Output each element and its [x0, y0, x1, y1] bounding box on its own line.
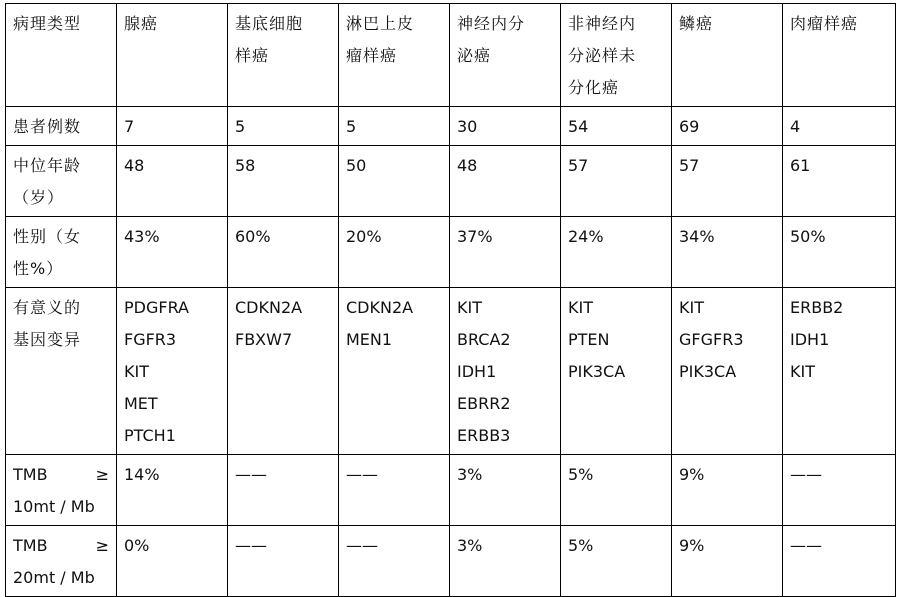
header-cell: [561, 4, 672, 107]
cell-value: FGFR3: [124, 330, 177, 349]
cell-value: 3%: [457, 465, 483, 484]
cell-value: KIT: [790, 362, 815, 381]
cell-value: PIK3CA: [679, 362, 737, 381]
data-cell: [339, 146, 450, 217]
tmb-label-word: TMB: [13, 465, 48, 484]
row-label-line: 基因变异: [13, 330, 82, 349]
tmb-label-threshold: 10mt / Mb: [13, 497, 95, 516]
data-cell: [561, 217, 672, 288]
cell-value: 4: [790, 117, 801, 136]
cell-value: 34%: [679, 227, 715, 246]
data-cell: [672, 455, 783, 526]
data-cell: [450, 288, 561, 455]
cell-value: 5: [235, 117, 246, 136]
cell-value: ——: [790, 536, 822, 555]
data-cell: [672, 146, 783, 217]
data-cell: [117, 288, 228, 455]
data-cell: [672, 526, 783, 597]
cell-value: 20%: [346, 227, 382, 246]
cell-value: ——: [346, 465, 378, 484]
cell-value: IDH1: [457, 362, 497, 381]
data-cell: [450, 107, 561, 146]
cell-value: 7: [124, 117, 135, 136]
data-cell: [228, 107, 339, 146]
data-cell: [783, 455, 896, 526]
cell-value: PDGFRA: [124, 298, 189, 317]
header-line: 肉瘤样癌: [790, 14, 859, 33]
pathology-table: [5, 3, 896, 597]
cell-value: BRCA2: [457, 330, 511, 349]
data-cell: [561, 455, 672, 526]
data-cell: [561, 107, 672, 146]
table-row: [6, 526, 896, 597]
header-line: 病理类型: [13, 14, 82, 33]
cell-value: MET: [124, 394, 158, 413]
cell-value: 14%: [124, 465, 160, 484]
header-line: 鳞癌: [679, 14, 714, 33]
cell-value: 43%: [124, 227, 160, 246]
header-cell: [117, 4, 228, 107]
cell-value: KIT: [124, 362, 149, 381]
row-label-line: 有意义的: [13, 298, 82, 317]
header-row: [6, 4, 896, 107]
cell-value: 48: [124, 156, 145, 175]
cell-value: PTEN: [568, 330, 610, 349]
data-cell: [228, 455, 339, 526]
header-line: 腺癌: [124, 14, 159, 33]
tmb-label-symbol: ≥: [95, 465, 109, 484]
tmb-label-symbol: ≥: [95, 536, 109, 555]
cell-value: GFGFR3: [679, 330, 744, 349]
table-row: [6, 288, 896, 455]
cell-value: 50: [346, 156, 367, 175]
cell-value: ERBB3: [457, 426, 511, 445]
cell-value: CDKN2A: [346, 298, 414, 317]
data-cell: [228, 217, 339, 288]
data-cell: [561, 526, 672, 597]
row-label-cell: [6, 526, 117, 597]
cell-value: ERBB2: [790, 298, 844, 317]
header-line: 非神经内: [568, 14, 637, 33]
cell-value: EBRR2: [457, 394, 511, 413]
cell-value: 57: [568, 156, 589, 175]
data-cell: [228, 146, 339, 217]
data-cell: [783, 217, 896, 288]
data-cell: [339, 526, 450, 597]
cell-value: 61: [790, 156, 811, 175]
data-cell: [450, 526, 561, 597]
data-cell: [339, 217, 450, 288]
table-row: [6, 146, 896, 217]
row-label-cell: [6, 455, 117, 526]
data-cell: [339, 455, 450, 526]
cell-value: MEN1: [346, 330, 393, 349]
data-cell: [450, 455, 561, 526]
header-cell: [450, 4, 561, 107]
data-cell: [117, 217, 228, 288]
tmb-label-word: TMB: [13, 536, 48, 555]
cell-value: 5%: [568, 465, 594, 484]
row-label-cell: [6, 146, 117, 217]
header-cell: [228, 4, 339, 107]
table-row: [6, 455, 896, 526]
header-cell: [339, 4, 450, 107]
data-cell: [339, 107, 450, 146]
cell-value: 37%: [457, 227, 493, 246]
data-cell: [450, 146, 561, 217]
row-label-cell: [6, 288, 117, 455]
data-cell: [783, 146, 896, 217]
data-cell: [783, 526, 896, 597]
cell-value: 48: [457, 156, 478, 175]
cell-value: 5%: [568, 536, 594, 555]
data-cell: [561, 288, 672, 455]
cell-value: PTCH1: [124, 426, 176, 445]
row-label-line: 患者例数: [13, 117, 82, 136]
data-cell: [672, 217, 783, 288]
header-line: 泌癌: [457, 46, 492, 65]
data-cell: [117, 526, 228, 597]
cell-value: KIT: [679, 298, 704, 317]
row-label-line: 中位年龄: [13, 156, 82, 175]
cell-value: 69: [679, 117, 700, 136]
cell-value: IDH1: [790, 330, 830, 349]
data-cell: [117, 455, 228, 526]
table-row: [6, 217, 896, 288]
cell-value: 5: [346, 117, 357, 136]
cell-value: KIT: [568, 298, 593, 317]
data-cell: [561, 146, 672, 217]
cell-value: FBXW7: [235, 330, 293, 349]
row-label-line: 性别（女: [13, 227, 82, 246]
cell-value: ——: [235, 536, 267, 555]
tmb-label-top: [13, 530, 109, 562]
header-line: 瘤样癌: [346, 46, 398, 65]
cell-value: 50%: [790, 227, 826, 246]
tmb-label-threshold: 20mt / Mb: [13, 568, 95, 587]
row-label-cell: [6, 217, 117, 288]
cell-value: ——: [790, 465, 822, 484]
row-label-line: （岁）: [13, 188, 65, 207]
cell-value: CDKN2A: [235, 298, 303, 317]
data-cell: [117, 146, 228, 217]
header-cell: [672, 4, 783, 107]
header-line: 神经内分: [457, 14, 526, 33]
cell-value: 30: [457, 117, 478, 136]
header-line: 分化癌: [568, 78, 620, 97]
row-label-line: 性%）: [13, 259, 64, 278]
data-cell: [672, 107, 783, 146]
cell-value: 58: [235, 156, 256, 175]
data-cell: [228, 526, 339, 597]
cell-value: 3%: [457, 536, 483, 555]
data-cell: [339, 288, 450, 455]
data-cell: [783, 288, 896, 455]
data-cell: [117, 107, 228, 146]
cell-value: 9%: [679, 536, 705, 555]
table-body: [6, 4, 896, 597]
row-label-cell: [6, 107, 117, 146]
cell-value: 24%: [568, 227, 604, 246]
data-cell: [228, 288, 339, 455]
cell-value: 9%: [679, 465, 705, 484]
data-cell: [783, 107, 896, 146]
header-line: 样癌: [235, 46, 270, 65]
header-line: 基底细胞: [235, 14, 304, 33]
cell-value: ——: [235, 465, 267, 484]
cell-value: KIT: [457, 298, 482, 317]
cell-value: 0%: [124, 536, 150, 555]
tmb-label-top: [13, 459, 109, 491]
cell-value: ——: [346, 536, 378, 555]
cell-value: 60%: [235, 227, 271, 246]
header-line: 淋巴上皮: [346, 14, 415, 33]
table-row: [6, 107, 896, 146]
header-cell: [783, 4, 896, 107]
data-cell: [450, 217, 561, 288]
header-cell: [6, 4, 117, 107]
cell-value: PIK3CA: [568, 362, 626, 381]
header-line: 分泌样未: [568, 46, 637, 65]
cell-value: 54: [568, 117, 589, 136]
cell-value: 57: [679, 156, 700, 175]
data-cell: [672, 288, 783, 455]
